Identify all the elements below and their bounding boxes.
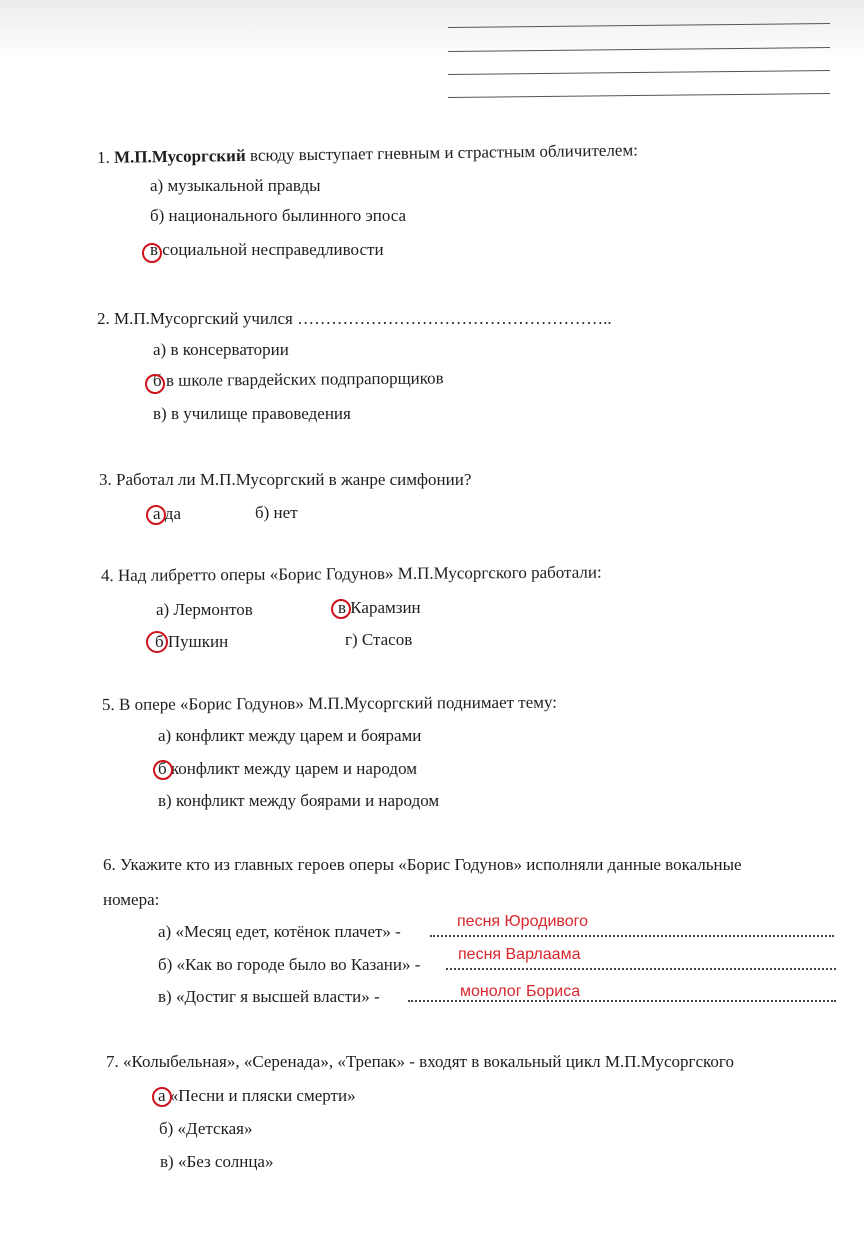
q5-option-a: а) конфликт между царем и боярами [158, 726, 422, 745]
q5-answer-circle [153, 760, 173, 780]
q1-option-b: б) национального былинного эпоса [150, 206, 407, 225]
q7-option-a [158, 1086, 356, 1106]
q7-option-a-mark: а [158, 1086, 166, 1105]
q1-answer-circle [142, 243, 162, 263]
q7-option-c: в) «Без солнца» [160, 1152, 274, 1171]
q7-option-a-text: «Песни и пляски смерти» [165, 1086, 356, 1105]
q1-option-c [150, 240, 384, 260]
q4-answer-circle-v [331, 599, 351, 619]
q5-option-c: в) конфликт между боярами и народом [158, 791, 440, 810]
q4-option-b-mark: б [155, 632, 164, 651]
q4-option-b-text: Пушкин [163, 632, 229, 651]
question-1-bold: М.П.Мусоргский [113, 145, 246, 167]
question-3-title: 3. Работал ли М.П.Мусоргский в жанре симфонии? [99, 470, 472, 489]
q6-item-c-answer: монолог Бориса [460, 983, 581, 1000]
q5-option-b-text: конфликт между царем и народом [166, 759, 418, 778]
q2-option-a: а) в консерватории [153, 340, 289, 359]
q3-answer-circle [146, 505, 166, 525]
q3-option-a-text: да [160, 504, 181, 523]
q4-option-v-text: Карамзин [346, 598, 421, 617]
question-1-title [97, 140, 638, 168]
scan-shadow [0, 0, 864, 60]
question-2-title: 2. М.П.Мусоргский учился ……………………………………………….. [97, 309, 612, 328]
q6-item-b-answer: песня Варлаама [458, 946, 581, 963]
q2-option-b-text: в школе гвардейских подпрапорщиков [161, 368, 444, 390]
q6-item-a: а) «Месяц едет, котёнок плачет» - [158, 922, 401, 941]
header-line-4 [448, 93, 830, 98]
q3-option-b: б) нет [255, 503, 298, 522]
q4-option-g: г) Стасов [345, 630, 413, 649]
q4-option-a: а) Лермонтов [156, 600, 253, 619]
q4-answer-circle-b [146, 631, 168, 653]
q6-item-a-answer: песня Юродивого [457, 913, 588, 930]
q7-option-b: б) «Детская» [159, 1119, 253, 1138]
question-6-line-2: номера: [103, 890, 160, 909]
question-7-title: 7. «Колыбельная», «Серенада», «Трепак» - входят в вокальный цикл М.П.Мусоргского [106, 1052, 734, 1071]
q2-option-b [153, 368, 444, 391]
question-4-title: 4. Над либретто оперы «Борис Годунов» М.П.Мусоргского работали: [100, 562, 602, 585]
q6-item-b: б) «Как во городе было во Казани» - [158, 955, 421, 974]
q2-option-b-mark: б [152, 370, 162, 390]
q4-option-v-mark: в [338, 598, 347, 617]
q2-answer-circle [145, 374, 165, 394]
question-1-number: 1. [96, 147, 110, 167]
q1-option-a: а) музыкальной правды [150, 176, 321, 195]
q3-option-a-mark: а [153, 504, 161, 523]
question-6-line-1: 6. Укажите кто из главных героев оперы «Борис Годунов» исполняли данные вокальные [103, 855, 742, 874]
q2-option-c: в) в училище правоведения [153, 404, 351, 423]
q6-item-c: в) «Достиг я высшей власти» - [158, 987, 380, 1006]
q5-option-b-mark: б [158, 759, 167, 778]
q7-answer-circle [152, 1087, 172, 1107]
q6-item-b-dotted-line [446, 968, 836, 970]
question-5-title: 5. В опере «Борис Годунов» М.П.Мусоргский поднимает тему: [101, 692, 558, 714]
question-1-rest: всюду выступает гневным и страстным обличителем: [245, 140, 639, 165]
q5-option-b [158, 759, 417, 779]
q1-option-c-mark: в [150, 240, 159, 259]
q1-option-c-text: социальной несправедливости [158, 240, 384, 259]
header-line-3 [448, 70, 830, 75]
q6-item-a-dotted-line [430, 935, 834, 937]
